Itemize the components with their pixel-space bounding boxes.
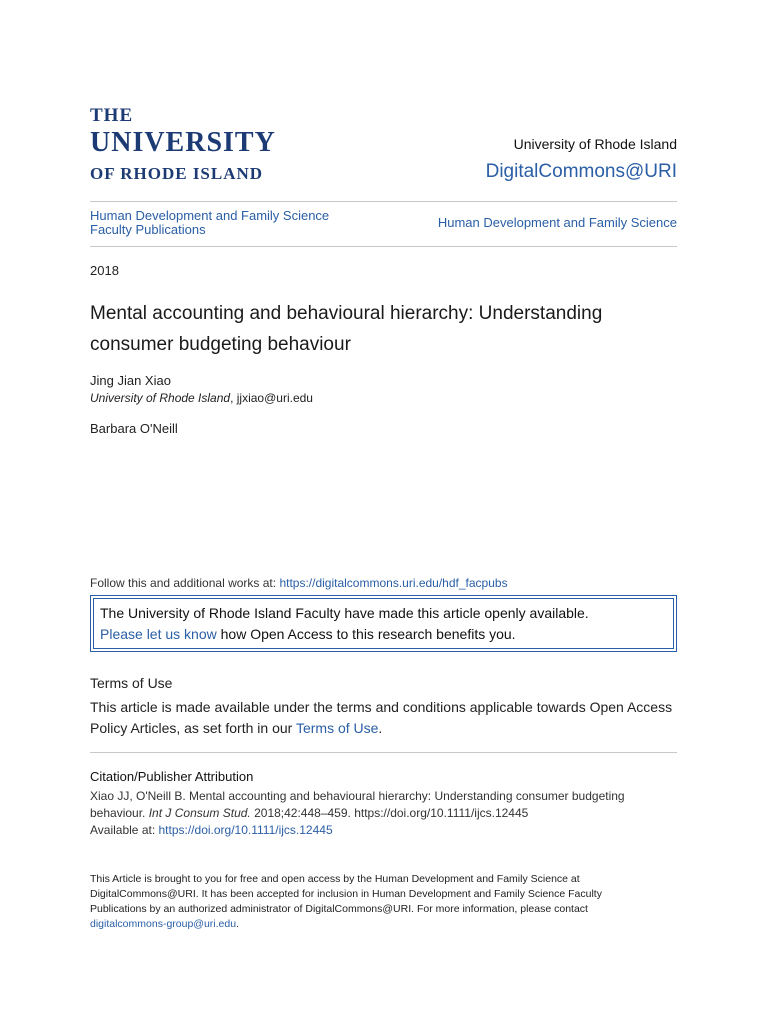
citation-divider <box>90 752 677 753</box>
terms-line1: This article is made available under the terms and conditions applicable towards Open Access <box>90 699 673 715</box>
header-repository <box>486 135 677 185</box>
publication-year: 2018 <box>90 263 119 278</box>
digitalcommons-link[interactable]: DigitalCommons@URI <box>485 161 677 182</box>
institution-name: University of Rhode Island <box>513 136 677 152</box>
header-divider-bottom <box>90 246 677 247</box>
open-access-box <box>90 595 677 652</box>
article-title <box>90 298 677 360</box>
author-name-2: Barbara O'Neill <box>90 421 178 436</box>
collection-link[interactable] <box>90 209 360 237</box>
collection-link-line2: Faculty Publications <box>90 222 206 237</box>
terms-line2-suffix: . <box>378 720 383 736</box>
logo-line-university: UNIVERSITY <box>90 127 276 158</box>
citation-heading: Citation/Publisher Attribution <box>90 769 254 784</box>
feedback-link[interactable]: Please let us know <box>100 626 217 642</box>
open-access-line1: The University of Rhode Island Faculty have made this article openly available. <box>100 605 589 621</box>
header-divider-top <box>90 201 677 202</box>
university-logo[interactable] <box>90 106 276 184</box>
citation-journal: Int J Consum Stud. <box>148 806 251 820</box>
title-line1: Mental accounting and behavioural hierarchy: Understanding <box>90 303 603 324</box>
title-line2: consumer budgeting behaviour <box>90 334 351 355</box>
footer-line2: DigitalCommons@URI. It has been accepted for inclusion in Human Development and Family Science Faculty <box>90 888 602 900</box>
logo-line-rhode-island: OF RHODE ISLAND <box>90 164 264 183</box>
footer-notice <box>90 872 677 932</box>
footer-line1: This Article is brought to you for free and open access by the Human Development and Family Science at <box>90 873 580 885</box>
logo-line-the: THE <box>90 105 134 126</box>
terms-heading: Terms of Use <box>90 675 173 691</box>
footer-email-suffix: . <box>236 918 239 930</box>
citation-line1: Xiao JJ, O'Neill B. Mental accounting and behavioural hierarchy: Understanding consumer budgeting <box>90 789 625 803</box>
collection-nav <box>90 209 677 239</box>
collection-url-link[interactable]: https://digitalcommons.uri.edu/hdf_facpubs <box>279 576 508 590</box>
collection-link-line1: Human Development and Family Science <box>90 208 330 223</box>
doi-link[interactable]: https://doi.org/10.1111/ijcs.12445 <box>158 823 333 837</box>
open-access-inner <box>93 598 674 649</box>
citation-available-prefix: Available at: <box>90 823 159 837</box>
cover-page <box>90 0 677 1024</box>
terms-text <box>90 697 680 739</box>
follow-prefix: Follow this and additional works at: <box>90 576 280 590</box>
citation-line2-suffix: 2018;42:448–459. https://doi.org/10.1111/ijcs.12445 <box>250 806 529 820</box>
terms-of-use-link[interactable]: Terms of Use <box>295 720 379 736</box>
author-affiliation-1 <box>90 390 313 406</box>
footer-line3: Publications by an authorized administrator of DigitalCommons@URI. For more information, please contact <box>90 903 588 915</box>
citation-text <box>90 788 677 839</box>
open-access-line2 <box>100 624 667 645</box>
terms-line2-prefix: Policy Articles, as set forth in our <box>90 720 296 736</box>
citation-line2-prefix: behaviour. <box>90 806 149 820</box>
department-link[interactable]: Human Development and Family Science <box>437 215 677 230</box>
author-email: , jjxiao@uri.edu <box>230 391 313 405</box>
affiliation-institution: University of Rhode Island <box>90 391 231 405</box>
open-access-line2-rest: how Open Access to this research benefits you. <box>216 626 516 642</box>
author-name-1: Jing Jian Xiao <box>90 373 171 388</box>
follow-works <box>90 575 508 591</box>
contact-email-link[interactable]: digitalcommons-group@uri.edu <box>90 918 237 930</box>
